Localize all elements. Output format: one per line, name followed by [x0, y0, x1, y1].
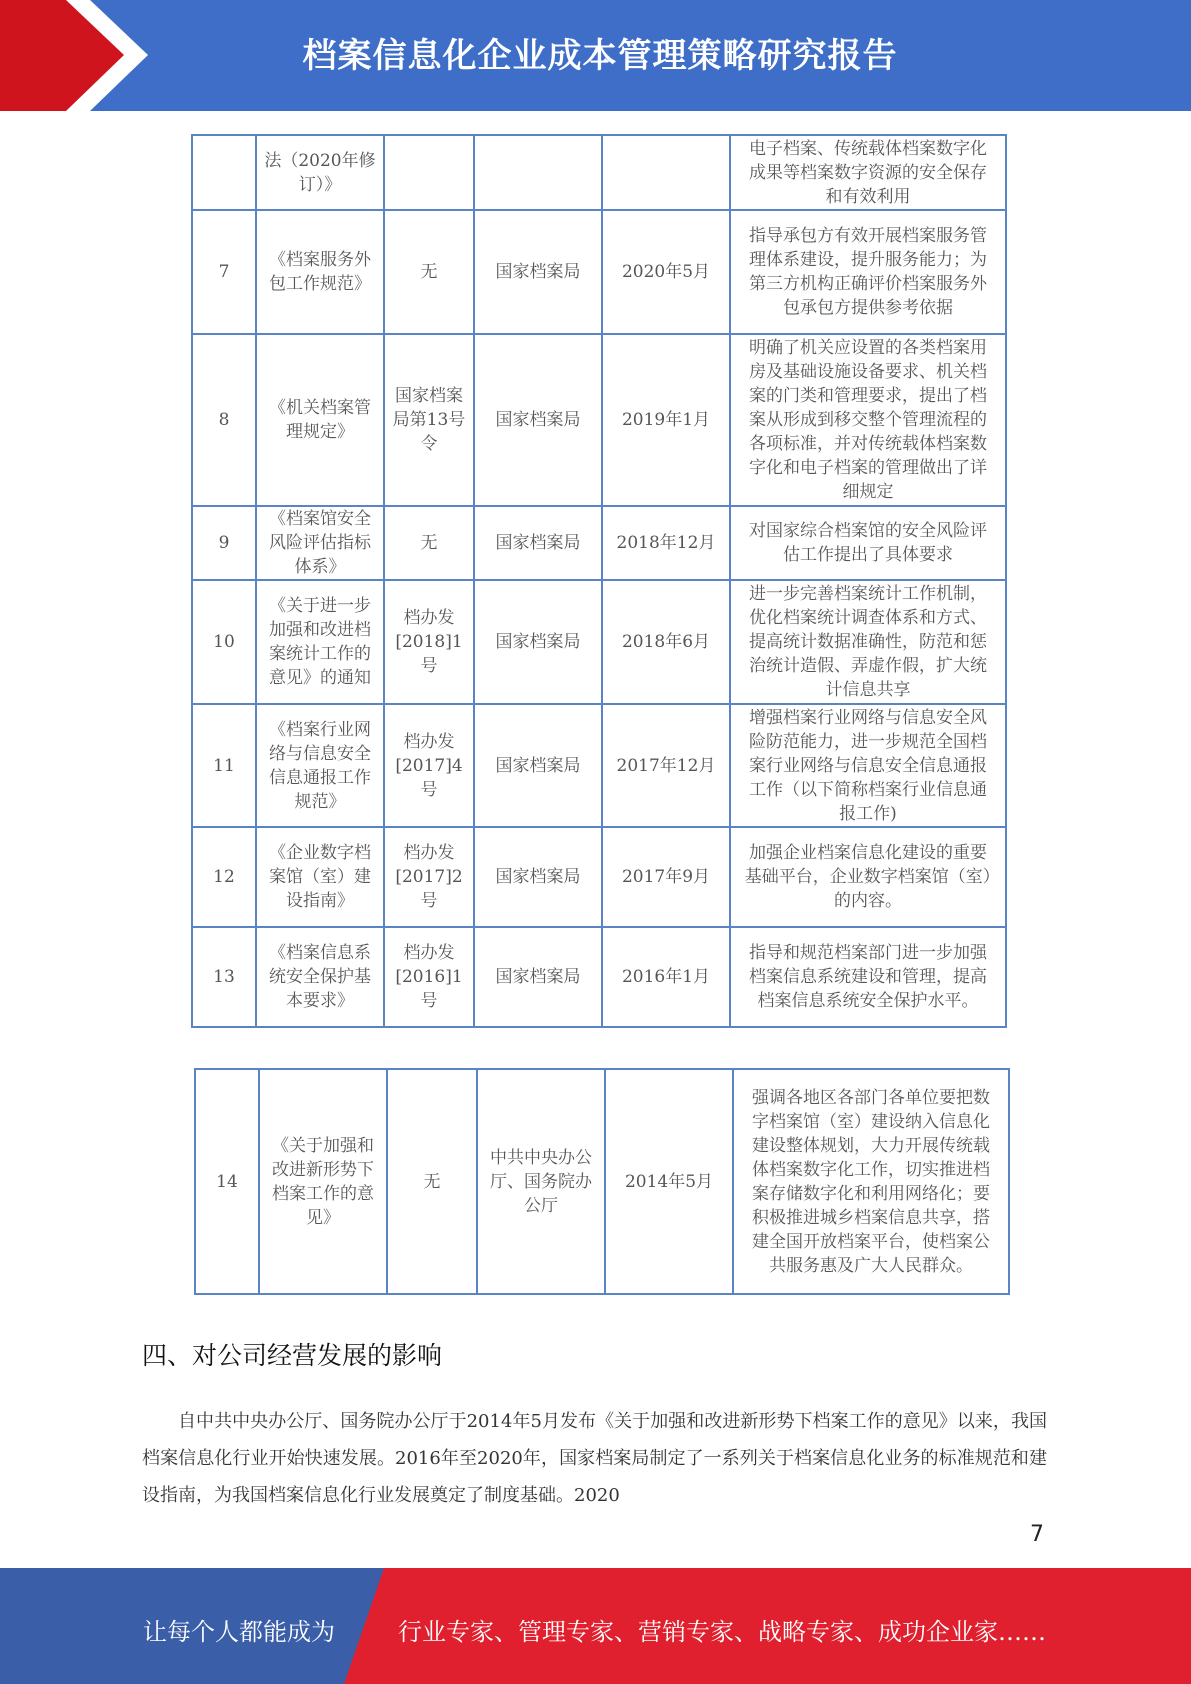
issuing-authority [474, 135, 602, 210]
page-number: 7 [1030, 1522, 1044, 1547]
issuing-authority: 国家档案局 [474, 927, 602, 1027]
document-number: 档办发[2016]1号 [384, 927, 474, 1027]
report-title: 档案信息化企业成本管理策略研究报告 [302, 36, 898, 76]
issuing-authority: 国家档案局 [474, 827, 602, 927]
table-row [192, 580, 1006, 704]
regulation-description: 指导和规范档案部门进一步加强档案信息系统建设和管理，提高档案信息系统安全保护水平。 [730, 927, 1006, 1027]
issue-date: 2018年12月 [602, 506, 730, 580]
row-number: 11 [192, 704, 256, 827]
issue-date [602, 135, 730, 210]
document-number: 档办发[2017]4号 [384, 704, 474, 827]
document-number: 国家档案局第13号令 [384, 334, 474, 506]
row-number: 7 [192, 210, 256, 334]
section-heading: 四、对公司经营发展的影响 [142, 1341, 443, 1370]
footer-slogan-right: 行业专家、管理专家、营销专家、战略专家、成功企业家…… [398, 1618, 1046, 1646]
regulation-description: 电子档案、传统载体档案数字化成果等档案数字资源的安全保存和有效利用 [730, 135, 1006, 210]
issue-date: 2020年5月 [602, 210, 730, 334]
issue-date: 2014年5月 [605, 1069, 733, 1294]
standards-table [191, 134, 1007, 1028]
regulation-name: 《档案服务外包工作规范》 [256, 210, 384, 334]
issuing-authority: 国家档案局 [474, 580, 602, 704]
regulation-description: 明确了机关应设置的各类档案用房及基础设施设备要求、机关档案的门类和管理要求，提出了档案从形成到移交整个管理流程的各项标准，并对传统载体档案数字化和电子档案的管理做出了详细规定 [730, 334, 1006, 506]
row-number: 13 [192, 927, 256, 1027]
issuing-authority: 国家档案局 [474, 210, 602, 334]
regulation-description: 加强企业档案信息化建设的重要基础平台，企业数字档案馆（室）的内容。 [730, 827, 1006, 927]
header-red-chevron-icon [0, 0, 150, 111]
table-row [192, 827, 1006, 927]
table-row [192, 506, 1006, 580]
table-row [192, 927, 1006, 1027]
issuing-authority: 国家档案局 [474, 506, 602, 580]
row-number: 14 [195, 1069, 259, 1294]
regulation-name: 法（2020年修订）》 [256, 135, 384, 210]
page-footer [0, 1568, 1191, 1684]
regulation-name: 《机关档案管理规定》 [256, 334, 384, 506]
table-row [192, 210, 1006, 334]
table-row [192, 135, 1006, 210]
issuing-authority: 中共中央办公厅、国务院办公厅 [477, 1069, 605, 1294]
row-number [192, 135, 256, 210]
issue-date: 2016年1月 [602, 927, 730, 1027]
row-number: 12 [192, 827, 256, 927]
table-row [195, 1069, 1009, 1294]
regulation-name: 《档案信息系统安全保护基本要求》 [256, 927, 384, 1027]
regulation-description: 强调各地区各部门各单位要把数字档案馆（室）建设纳入信息化建设整体规划，大力开展传统载体档案数字化工作，切实推进档案存储数字化和利用网络化；要积极推进城乡档案信息共享，搭建全国开放档案平台，使档案公共服务惠及广大人民群众。 [733, 1069, 1009, 1294]
body-paragraph: 自中共中央办公厅、国务院办公厅于2014年5月发布《关于加强和改进新形势下档案工作的意见》以来，我国档案信息化行业开始快速发展。2016年至2020年，国家档案局制定了一系列关于档案信息化业务的标准规范和建设指南，为我国档案信息化行业发展奠定了制度基础。2020 [142, 1411, 1047, 1506]
regulation-name: 《档案馆安全风险评估指标体系》 [256, 506, 384, 580]
footer-slogan-left: 让每个人都能成为 [143, 1618, 335, 1646]
row-number: 9 [192, 506, 256, 580]
row-number: 8 [192, 334, 256, 506]
document-number: 无 [384, 506, 474, 580]
regulation-description: 增强档案行业网络与信息安全风险防范能力，进一步规范全国档案行业网络与信息安全信息通报工作（以下简称档案行业信息通报工作) [730, 704, 1006, 827]
regulation-description: 进一步完善档案统计工作机制，优化档案统计调查体系和方式、提高统计数据准确性，防范和惩治统计造假、弄虚作假，扩大统计信息共享 [730, 580, 1006, 704]
regulation-name: 《档案行业网络与信息安全信息通报工作规范》 [256, 704, 384, 827]
document-number: 档办发[2018]1号 [384, 580, 474, 704]
table-row [192, 704, 1006, 827]
issuing-authority: 国家档案局 [474, 334, 602, 506]
issue-date: 2017年12月 [602, 704, 730, 827]
document-number: 无 [384, 210, 474, 334]
document-number [384, 135, 474, 210]
regulation-name: 《企业数字档案馆（室）建设指南》 [256, 827, 384, 927]
document-number: 档办发[2017]2号 [384, 827, 474, 927]
document-number: 无 [387, 1069, 477, 1294]
regulation-description: 指导承包方有效开展档案服务管理体系建设，提升服务能力；为第三方机构正确评价档案服务外包承包方提供参考依据 [730, 210, 1006, 334]
issuing-authority: 国家档案局 [474, 704, 602, 827]
row-number: 10 [192, 580, 256, 704]
table-row [192, 334, 1006, 506]
regulation-description: 对国家综合档案馆的安全风险评估工作提出了具体要求 [730, 506, 1006, 580]
regulation-name: 《关于进一步加强和改进档案统计工作的意见》的通知 [256, 580, 384, 704]
issue-date: 2018年6月 [602, 580, 730, 704]
regulation-name: 《关于加强和改进新形势下档案工作的意见》 [259, 1069, 387, 1294]
issue-date: 2019年1月 [602, 334, 730, 506]
issue-date: 2017年9月 [602, 827, 730, 927]
standards-table-continued [194, 1068, 1010, 1295]
page-header [0, 0, 1191, 111]
